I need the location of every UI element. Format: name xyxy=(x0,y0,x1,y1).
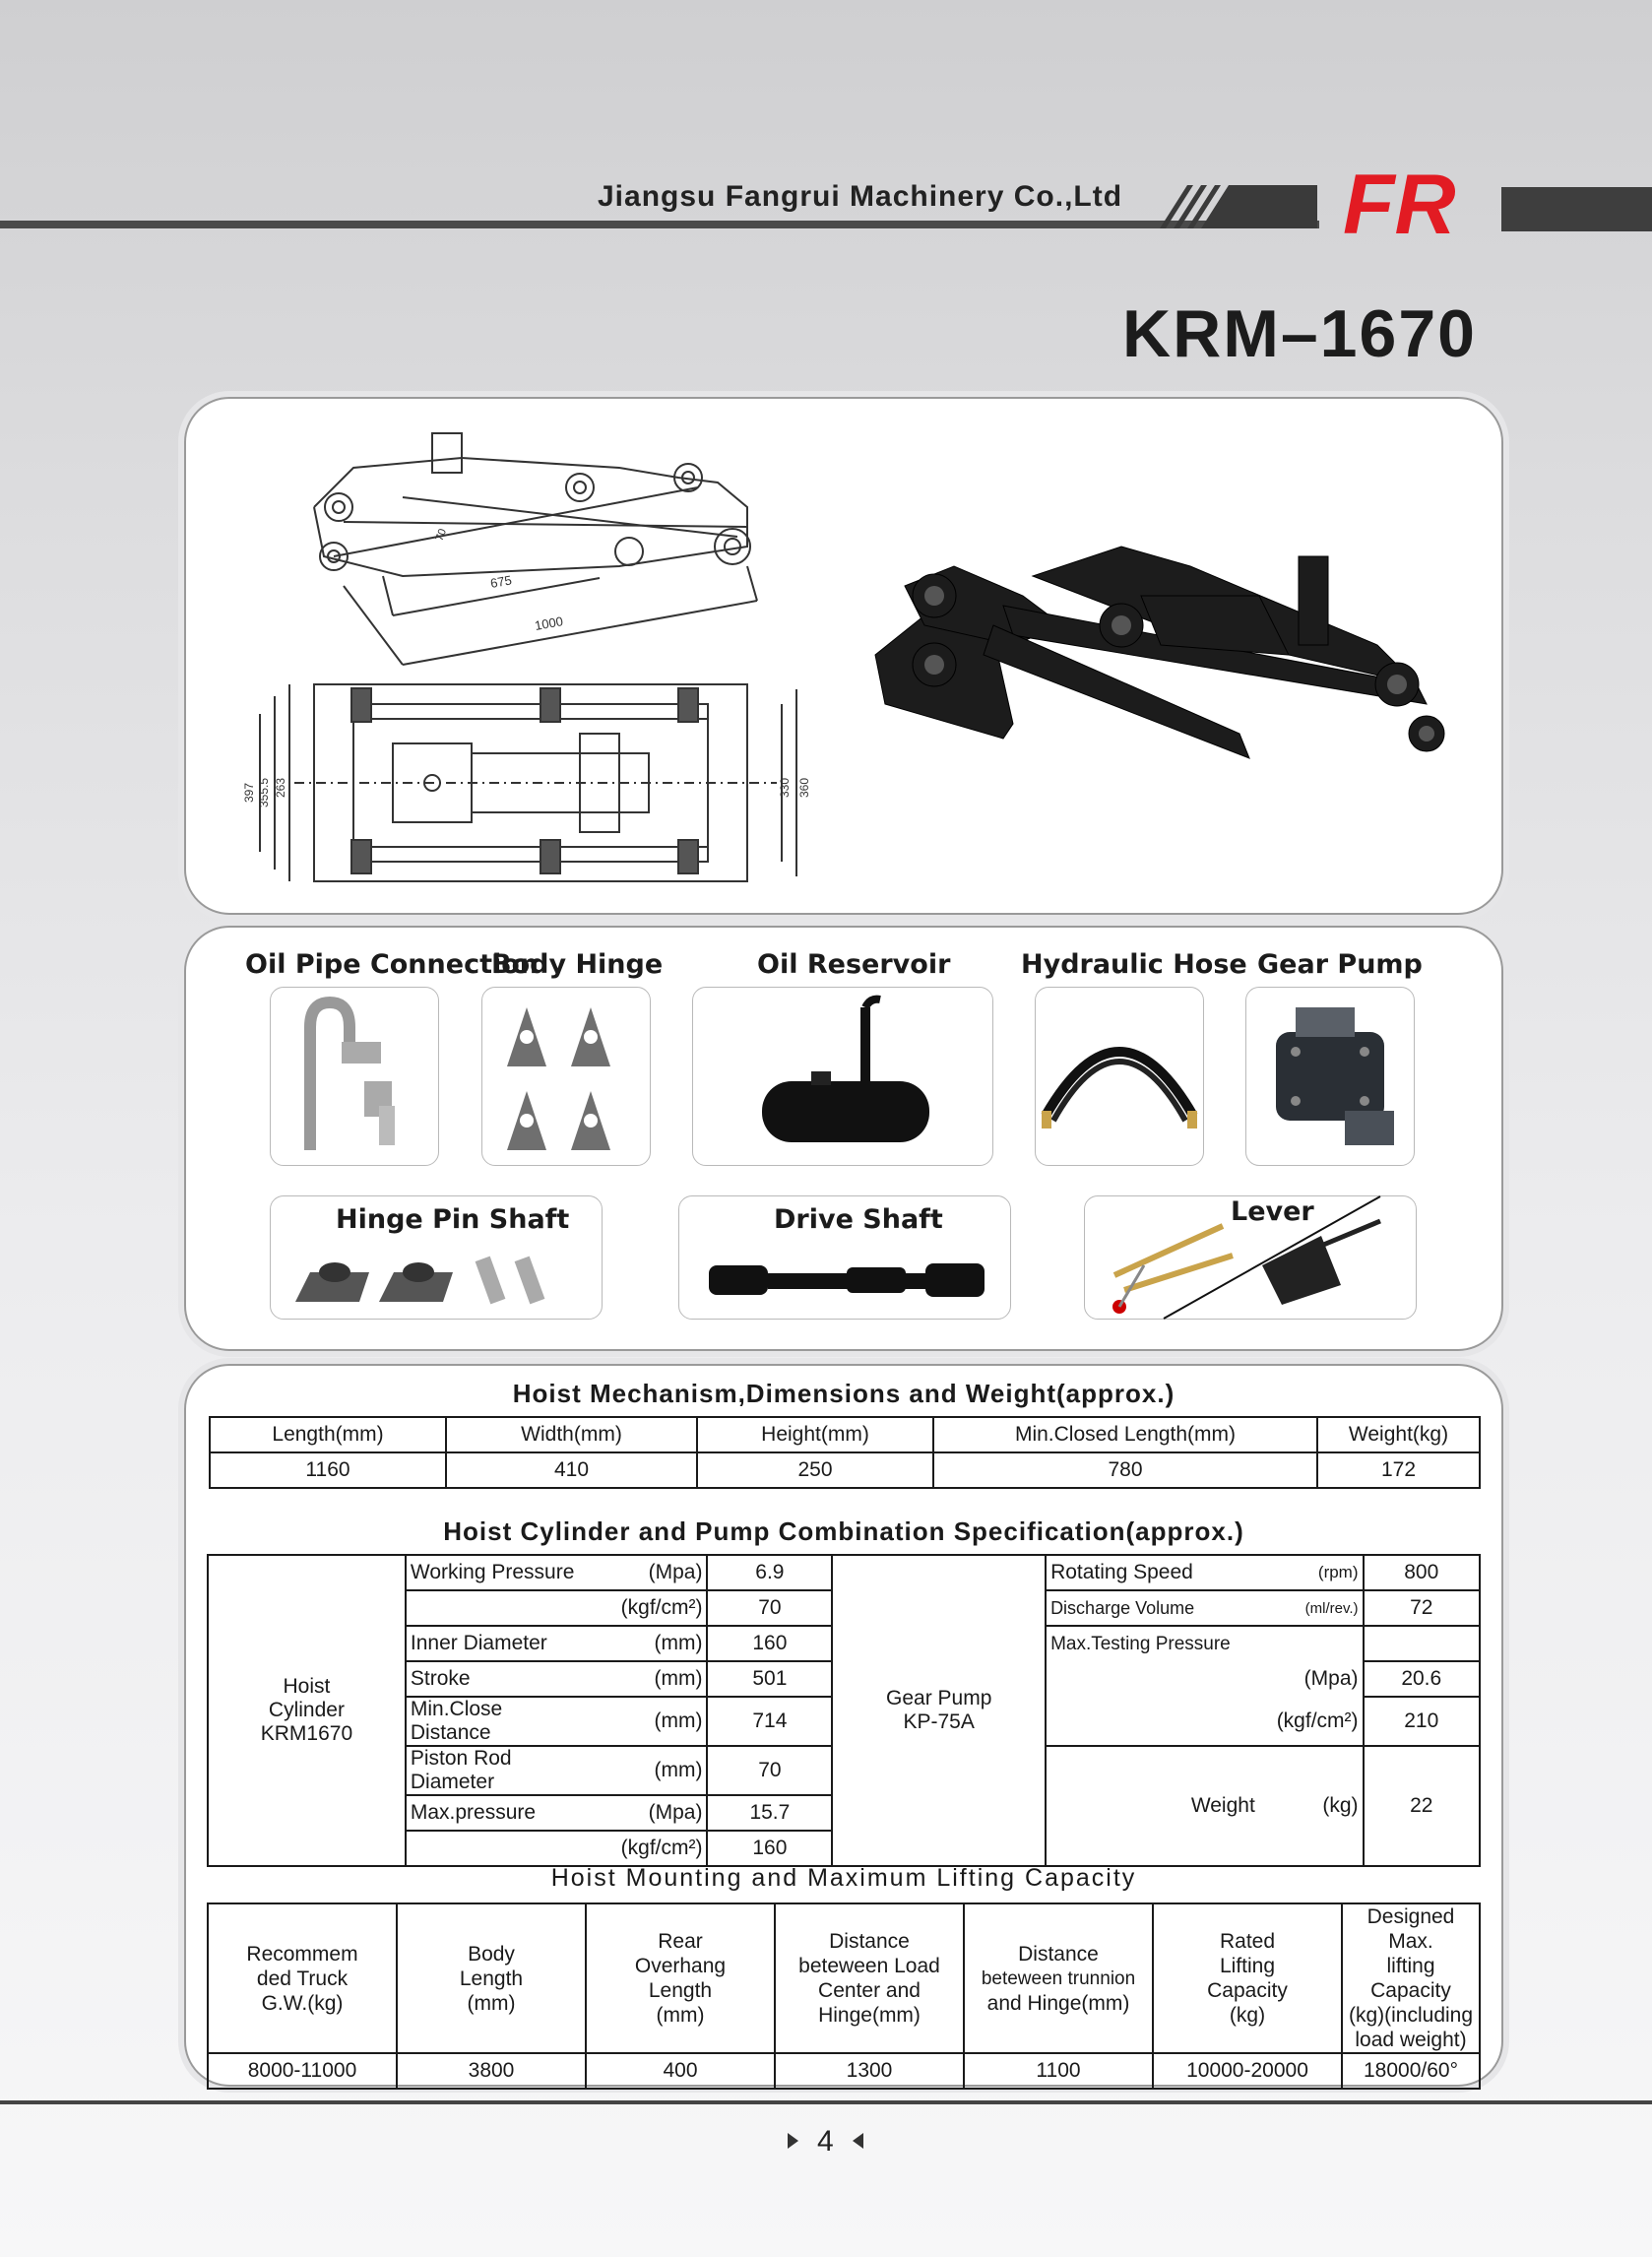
part-label-oil-reservoir: Oil Reservoir xyxy=(757,949,951,980)
svg-text:330: 330 xyxy=(778,777,792,798)
pump-spec-value: 22 xyxy=(1364,1746,1480,1866)
pump-spec-unit: (kgf/cm²) xyxy=(1046,1697,1363,1746)
pump-spec-name: Max.Testing Pressure xyxy=(1046,1626,1363,1661)
header-stripes xyxy=(1160,185,1317,228)
table1-cell: 172 xyxy=(1317,1452,1480,1488)
hoist-photo xyxy=(865,537,1456,763)
table3-cell: 3800 xyxy=(397,2053,586,2089)
table3-header: Distance beteween Load Center and Hinge(mm) xyxy=(775,1903,964,2053)
table3-cell: 10000-20000 xyxy=(1153,2053,1342,2089)
spec-unit: (Mpa) xyxy=(583,1795,708,1831)
spec-value: 6.9 xyxy=(707,1555,832,1590)
cylinder-pump-table xyxy=(207,1554,1481,1867)
spec-value: 70 xyxy=(707,1590,832,1626)
spec-value: 160 xyxy=(707,1626,832,1661)
drive-shaft-image xyxy=(699,1246,994,1315)
spec-value: 15.7 xyxy=(707,1795,832,1831)
header-rule xyxy=(0,221,1319,228)
spec-unit: (Mpa) xyxy=(583,1555,708,1590)
table3-cell: 18000/60° xyxy=(1342,2053,1480,2089)
part-label-drive-shaft: Drive Shaft xyxy=(774,1204,943,1235)
spec-value: 501 xyxy=(707,1661,832,1697)
page-prev-arrow-icon xyxy=(788,2133,798,2149)
table3-cell: 1300 xyxy=(775,2053,964,2089)
table3-header: Designed Max. lifting Capacity (kg)(including load weight) xyxy=(1342,1903,1480,2053)
table3-header: Rear Overhang Length (mm) xyxy=(586,1903,775,2053)
drive-shaft-card xyxy=(678,1195,1011,1320)
svg-text:263: 263 xyxy=(274,777,287,798)
part-label-hinge-pin: Hinge Pin Shaft xyxy=(336,1204,570,1235)
table1-title: Hoist Mechanism,Dimensions and Weight(approx.) xyxy=(512,1379,1175,1408)
svg-text:70: 70 xyxy=(433,527,450,544)
hydraulic-hose-image xyxy=(1035,987,1204,1166)
table3-cell: 8000-11000 xyxy=(208,2053,397,2089)
pump-spec-value-empty xyxy=(1364,1626,1480,1661)
pump-spec-value: 72 xyxy=(1364,1590,1480,1626)
svg-text:675: 675 xyxy=(488,572,513,591)
pump-spec-unit: (Mpa) xyxy=(1046,1661,1363,1697)
company-name: Jiangsu Fangrui Machinery Co.,Ltd xyxy=(598,180,1123,213)
mounting-table xyxy=(207,1902,1481,2090)
table3-cell: 400 xyxy=(586,2053,775,2089)
spec-unit: (mm) xyxy=(583,1661,708,1697)
spec-name: Inner Diameter xyxy=(406,1626,583,1661)
cylinder-label-cell xyxy=(208,1555,406,1866)
part-label-hydraulic-hose: Hydraulic Hose xyxy=(1021,949,1247,980)
spec-name xyxy=(406,1831,583,1866)
svg-text:360: 360 xyxy=(797,777,811,798)
table1-cell: 780 xyxy=(933,1452,1317,1488)
brand-logo xyxy=(1339,158,1487,252)
header-rule-right xyxy=(1501,187,1652,231)
oil-reservoir-image xyxy=(692,987,993,1166)
lever-card xyxy=(1084,1195,1417,1320)
spec-unit: (kgf/cm²) xyxy=(583,1831,708,1866)
table2-title: Hoist Cylinder and Pump Combination Specification(approx.) xyxy=(443,1516,1244,1546)
part-label-gear-pump: Gear Pump xyxy=(1257,949,1423,980)
pump-spec-name: Rotating Speed xyxy=(1046,1555,1259,1590)
spec-name: Min.Close Distance xyxy=(406,1697,583,1746)
pump-spec-unit: (ml/rev.) xyxy=(1259,1590,1364,1626)
part-label-oil-pipe: Oil Pipe Connection xyxy=(245,949,540,980)
pump-spec-name: Discharge Volume xyxy=(1046,1590,1259,1626)
spec-unit: (mm) xyxy=(583,1746,708,1795)
spec-unit: (mm) xyxy=(583,1697,708,1746)
table1-header: Weight(kg) xyxy=(1317,1417,1480,1452)
table3-title: Hoist Mounting and Maximum Lifting Capacity xyxy=(550,1864,1137,1892)
spec-value: 160 xyxy=(707,1831,832,1866)
part-label-lever: Lever xyxy=(1231,1196,1314,1227)
cylinder-label-line: Cylinder xyxy=(268,1699,345,1721)
table1-header: Length(mm) xyxy=(210,1417,446,1452)
footer-rule xyxy=(0,2100,1652,2104)
svg-text:1000: 1000 xyxy=(533,613,565,633)
table3-header: Body Length (mm) xyxy=(397,1903,586,2053)
table1-header: Min.Closed Length(mm) xyxy=(933,1417,1317,1452)
pump-label-cell xyxy=(832,1555,1046,1866)
spec-name: Max.pressure xyxy=(406,1795,583,1831)
table1-header: Height(mm) xyxy=(697,1417,933,1452)
page-number: 4 xyxy=(817,2125,834,2158)
spec-name: Stroke xyxy=(406,1661,583,1697)
pump-spec-unit: (kg) xyxy=(1259,1746,1364,1866)
pump-spec-value: 210 xyxy=(1364,1697,1480,1746)
spec-name xyxy=(406,1590,583,1626)
spec-value: 70 xyxy=(707,1746,832,1795)
table3-header: Rated Lifting Capacity (kg) xyxy=(1153,1903,1342,2053)
svg-text:397: 397 xyxy=(242,782,256,803)
spec-value: 714 xyxy=(707,1697,832,1746)
dimensions-table xyxy=(209,1416,1481,1489)
cylinder-label-line: KRM1670 xyxy=(260,1722,353,1745)
pump-label-line: KP-75A xyxy=(903,1710,975,1733)
svg-text:355.5: 355.5 xyxy=(257,777,271,807)
table1-header: Width(mm) xyxy=(446,1417,697,1452)
table3-header: Distance beteween trunnion and Hinge(mm) xyxy=(964,1903,1153,2053)
spec-name: Working Pressure xyxy=(406,1555,583,1590)
parts-panel xyxy=(184,926,1503,1351)
pump-label-line: Gear Pump xyxy=(886,1687,992,1709)
pump-spec-unit: (rpm) xyxy=(1259,1555,1364,1590)
pump-spec-name: Weight xyxy=(1046,1746,1259,1866)
spec-unit: (mm) xyxy=(583,1626,708,1661)
spec-name: Piston Rod Diameter xyxy=(406,1746,583,1795)
cylinder-label-line: Hoist xyxy=(283,1675,331,1698)
hinge-pin-image xyxy=(281,1248,592,1313)
table1-cell: 250 xyxy=(697,1452,933,1488)
part-label-body-hinge: Body Hinge xyxy=(491,949,664,980)
lever-image xyxy=(1085,1196,1416,1319)
spec-unit: (kgf/cm²) xyxy=(583,1590,708,1626)
pump-spec-value: 20.6 xyxy=(1364,1661,1480,1697)
svg-text:FR: FR xyxy=(1343,158,1456,252)
drawing-panel xyxy=(184,397,1503,915)
table3-header: Recommem ded Truck G.W.(kg) xyxy=(208,1903,397,2053)
page-next-arrow-icon xyxy=(853,2133,863,2149)
top-view-drawing xyxy=(242,675,836,891)
model-title: KRM–1670 xyxy=(1122,296,1477,371)
gear-pump-image xyxy=(1245,987,1415,1166)
oil-pipe-image xyxy=(270,987,439,1166)
table1-cell: 410 xyxy=(446,1452,697,1488)
pump-spec-value: 800 xyxy=(1364,1555,1480,1590)
table1-cell: 1160 xyxy=(210,1452,446,1488)
table3-cell: 1100 xyxy=(964,2053,1153,2089)
body-hinge-image xyxy=(481,987,651,1166)
hinge-pin-card xyxy=(270,1195,603,1320)
